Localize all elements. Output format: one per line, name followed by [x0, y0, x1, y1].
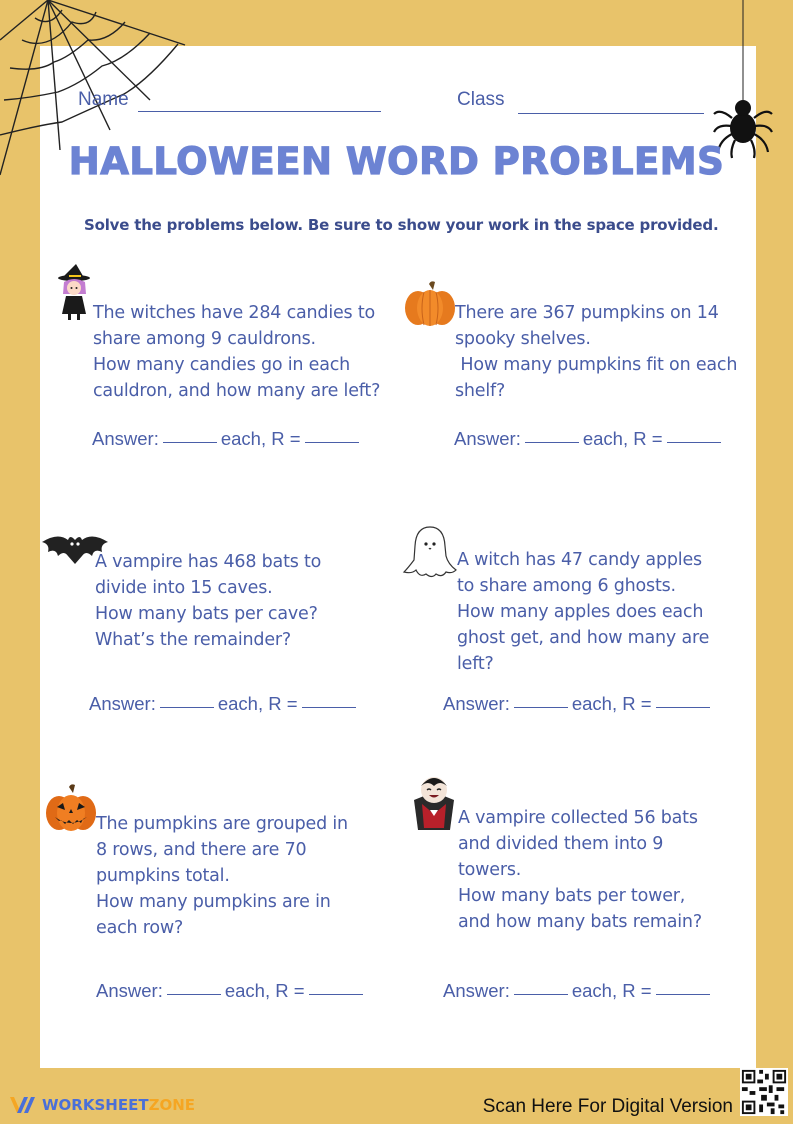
problem-line: How many apples does each: [457, 602, 704, 622]
problem-1-text: [93, 300, 380, 404]
problem-line: cauldron, and how many are left?: [93, 381, 381, 401]
problem-line: A vampire has 468 bats to: [95, 552, 322, 572]
problem-6-answer: [443, 980, 714, 1002]
class-label: Class: [457, 89, 505, 110]
problem-line: How many pumpkins fit on each: [455, 355, 738, 375]
answer-blank-remainder[interactable]: [309, 994, 363, 995]
problem-line: pumpkins total.: [96, 866, 230, 886]
answer-blank-quotient[interactable]: [163, 442, 217, 443]
problem-2-answer: [454, 428, 725, 450]
problem-line: shelf?: [455, 381, 506, 401]
problem-line: What’s the remainder?: [95, 630, 291, 650]
answer-each-label: each, R =: [571, 693, 652, 714]
problem-line: How many bats per cave?: [95, 604, 318, 624]
answer-blank-remainder[interactable]: [302, 707, 356, 708]
problem-line: each row?: [96, 918, 184, 938]
answer-blank-remainder[interactable]: [656, 994, 710, 995]
pumpkin-icon: [404, 280, 456, 328]
problem-5-text: [96, 811, 348, 941]
problem-line: to share among 6 ghosts.: [457, 576, 676, 596]
answer-label: Answer:: [89, 693, 156, 714]
problem-6-text: [458, 805, 702, 935]
witch-icon: [56, 264, 94, 322]
problem-line: A witch has 47 candy apples: [457, 550, 702, 570]
answer-blank-remainder[interactable]: [667, 442, 721, 443]
problem-line: spooky shelves.: [455, 329, 591, 349]
answer-label: Answer:: [454, 428, 521, 449]
problem-line: ghost get, and how many are: [457, 628, 710, 648]
answer-each-label: each, R =: [217, 693, 298, 714]
answer-each-label: each, R =: [220, 428, 301, 449]
brand-worksheet: WORKSHEET: [42, 1096, 149, 1114]
name-field[interactable]: [138, 111, 381, 112]
problem-2-text: [455, 300, 737, 404]
problem-line: The witches have 284 candies to: [93, 303, 375, 323]
instructions: Solve the problems below. Be sure to show your work in the space provided.: [84, 216, 719, 234]
answer-each-label: each, R =: [571, 980, 652, 1001]
brand-zone: ZONE: [148, 1096, 195, 1114]
problem-line: How many pumpkins are in: [96, 892, 331, 912]
answer-label: Answer:: [96, 980, 163, 1001]
problem-line: How many bats per tower,: [458, 886, 686, 906]
problem-line: left?: [457, 654, 494, 674]
answer-each-label: each, R =: [224, 980, 305, 1001]
problem-4-answer: [443, 693, 714, 715]
spider-icon: [712, 0, 774, 160]
logo-icon: [8, 1093, 42, 1115]
class-field[interactable]: [518, 113, 704, 114]
answer-each-label: each, R =: [582, 428, 663, 449]
problem-3-text: [95, 549, 321, 653]
name-label: Name: [78, 89, 129, 110]
answer-label: Answer:: [92, 428, 159, 449]
problem-line: and how many bats remain?: [458, 912, 702, 932]
problem-line: A vampire collected 56 bats: [458, 808, 698, 828]
problem-line: and divided them into 9: [458, 834, 664, 854]
problem-line: towers.: [458, 860, 522, 880]
problem-line: 8 rows, and there are 70: [96, 840, 307, 860]
problem-line: The pumpkins are grouped in: [96, 814, 348, 834]
answer-label: Answer:: [443, 693, 510, 714]
answer-blank-remainder[interactable]: [305, 442, 359, 443]
problem-line: divide into 15 caves.: [95, 578, 273, 598]
problem-4-text: [457, 547, 709, 677]
answer-label: Answer:: [443, 980, 510, 1001]
problem-line: There are 367 pumpkins on 14: [455, 303, 719, 323]
problem-3-answer: [89, 693, 360, 715]
page-title: HALLOWEEN WORD PROBLEMS: [68, 140, 725, 183]
answer-blank-quotient[interactable]: [525, 442, 579, 443]
vampire-icon: [410, 770, 458, 832]
problem-line: How many candies go in each: [93, 355, 351, 375]
answer-blank-quotient[interactable]: [160, 707, 214, 708]
ghost-icon: [402, 524, 458, 580]
answer-blank-remainder[interactable]: [656, 707, 710, 708]
answer-blank-quotient[interactable]: [514, 994, 568, 995]
qr-code-icon[interactable]: [740, 1068, 788, 1116]
jack-o-lantern-icon: [45, 783, 97, 833]
worksheetzone-logo[interactable]: [8, 1093, 195, 1115]
answer-blank-quotient[interactable]: [167, 994, 221, 995]
problem-1-answer: [92, 428, 363, 450]
problem-line: share among 9 cauldrons.: [93, 329, 316, 349]
answer-blank-quotient[interactable]: [514, 707, 568, 708]
problem-5-answer: [96, 980, 367, 1002]
scan-text: Scan Here For Digital Version: [482, 1096, 733, 1117]
